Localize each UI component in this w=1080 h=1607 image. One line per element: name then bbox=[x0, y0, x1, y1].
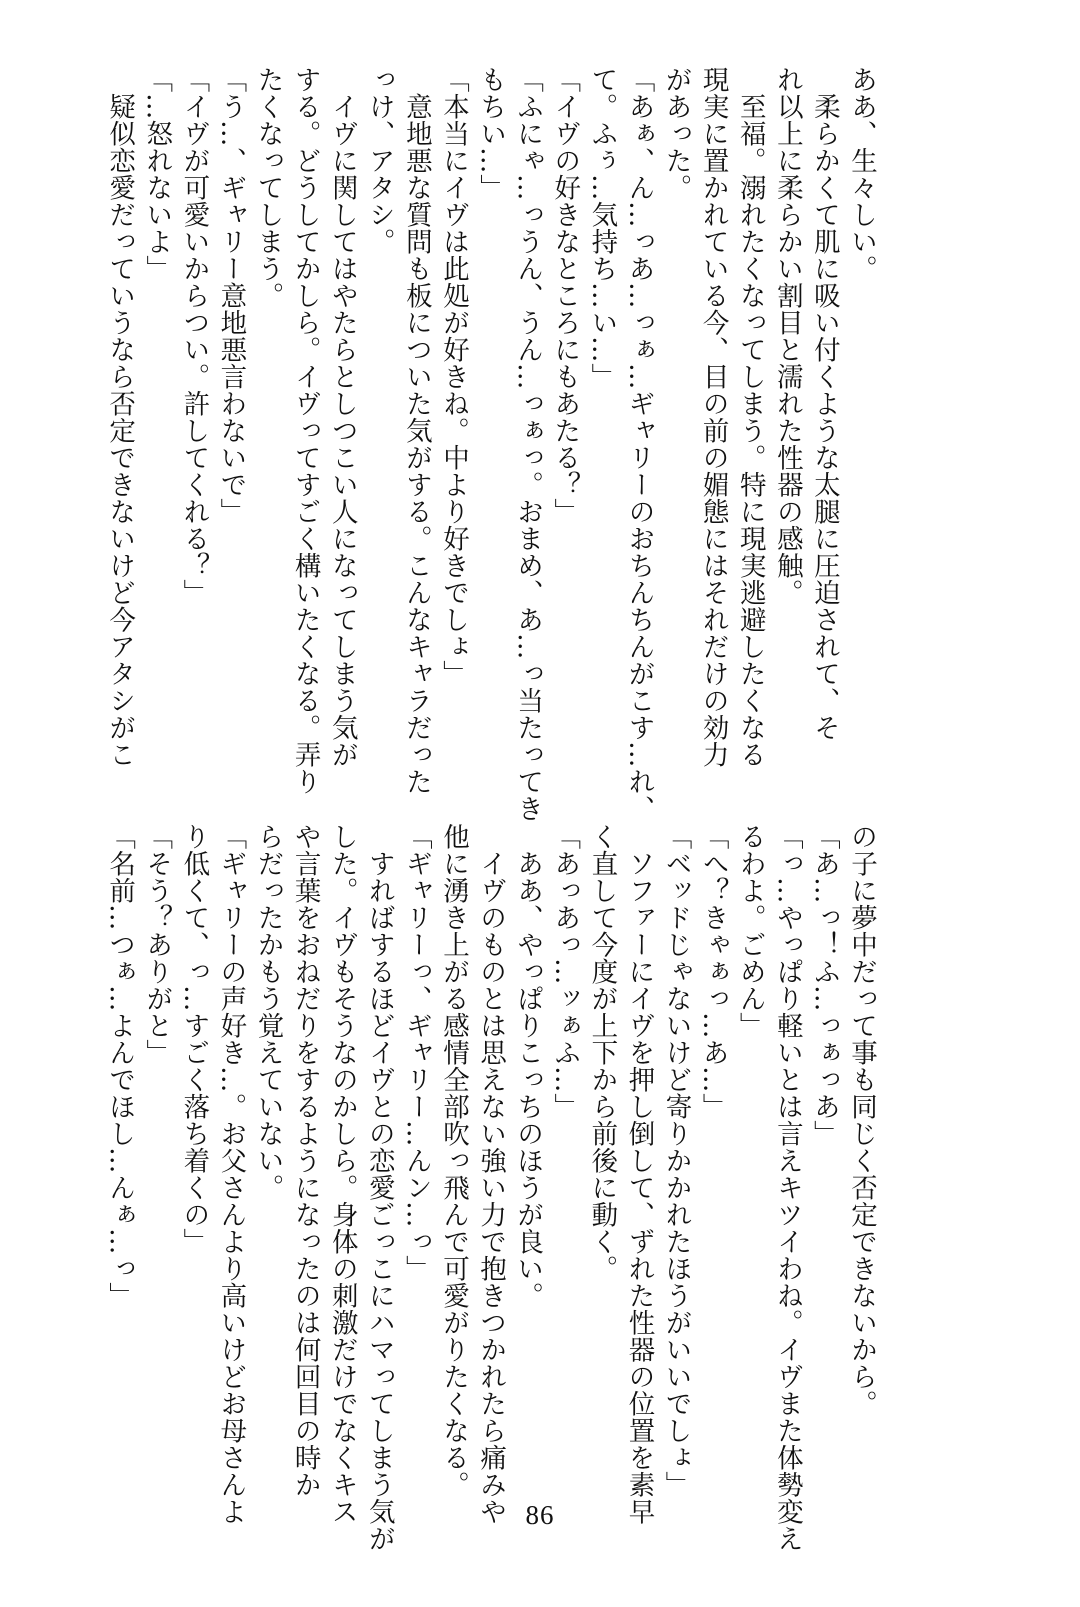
text-line: 「へ？きゃぁっ…あ…」 bbox=[697, 823, 729, 1120]
text-line: 「名前…つぁ…よんでほし…んぁ…っ」 bbox=[104, 823, 136, 1309]
text-line: 他に湧き上がる感情全部吹っ飛んで可愛がりたくなる。 bbox=[437, 823, 469, 1498]
text-line: 「本当にイヴは此処が好きね。中より好きでしょ」 bbox=[437, 66, 469, 687]
text-line: 「ベッドじゃないけど寄りかかれたほうがいいでしょ」 bbox=[660, 823, 692, 1498]
text-line: 「そう？ありがと」 bbox=[141, 823, 173, 1066]
text-line: ああ、やっぱりこっちのほうが良い。 bbox=[512, 823, 544, 1309]
text-line: 意地悪な質問も板についた気がする。こんなキャラだった bbox=[400, 66, 432, 795]
text-line: 「っ…やっぱり軽いとは言えキツイわね。イヴまた体勢変え bbox=[771, 823, 803, 1552]
text-line: イヴのものとは思えない強い力で抱きつかれたら痛みや bbox=[475, 823, 507, 1525]
text-line: て。ふぅ…気持ち…い…」 bbox=[586, 66, 618, 390]
lower-text-block bbox=[101, 823, 880, 1552]
text-line: 「ギャリーの声好き…。お父さんより高いけどお母さんよ bbox=[215, 823, 247, 1525]
text-line: 「イヴが可愛いからつい。許してくれる？」 bbox=[178, 66, 210, 606]
text-line: り低くて、っ…すごく落ち着くの」 bbox=[178, 823, 210, 1255]
text-line: 「う…、ギャリー意地悪言わないで」 bbox=[215, 66, 247, 525]
text-line: っけ、アタシ。 bbox=[363, 66, 395, 255]
text-line: 柔らかくて肌に吸い付くような太腿に圧迫されて、そ bbox=[808, 66, 840, 741]
text-line: ああ、生々しい。 bbox=[846, 66, 877, 282]
text-line: らだったかもう覚えていない。 bbox=[252, 823, 284, 1201]
page-number: 86 bbox=[525, 1500, 555, 1530]
text-line: の子に夢中だって事も同じく否定できないから。 bbox=[846, 823, 877, 1417]
text-line: 「あぁ、ん…っあ…っぁ…ギャリーのおちんちんがこす…れ、 bbox=[623, 66, 655, 822]
text-line: があった。 bbox=[660, 66, 692, 201]
text-line: たくなってしまう。 bbox=[252, 66, 284, 309]
text-line: イヴに関してはやたらとしつこい人になってしまう気が bbox=[326, 66, 358, 768]
text-line: 「…怒れないよ」 bbox=[141, 66, 173, 282]
text-line: く直して今度が上下から前後に動く。 bbox=[586, 823, 618, 1282]
text-line: ソファーにイヴを押し倒して、ずれた性器の位置を素早 bbox=[623, 823, 655, 1525]
text-line: 「あ…っ！ふ…っぁっあ」 bbox=[808, 823, 840, 1147]
text-line: もちい…」 bbox=[475, 66, 507, 201]
text-line: 現実に置かれている今、目の前の媚態にはそれだけの効力 bbox=[697, 66, 729, 768]
text-line: 「ギャリーっ、ギャリー…んン…っ」 bbox=[400, 823, 432, 1282]
text-line: 「イヴの好きなところにもあたる？」 bbox=[549, 66, 581, 525]
upper-text-block bbox=[101, 66, 880, 822]
text-line: るわよ。ごめん」 bbox=[734, 823, 766, 1039]
text-line: 至福。溺れたくなってしまう。特に現実逃避したくなる bbox=[734, 66, 766, 768]
text-line: する。どうしてかしら。イヴってすごく構いたくなる。弄り bbox=[289, 66, 321, 795]
text-line: 「あっあっ…ッぁふ…」 bbox=[549, 823, 581, 1120]
text-line: した。イヴもそうなのかしら。身体の刺激だけでなくキス bbox=[326, 823, 358, 1525]
text-line: や言葉をおねだりをするようになったのは何回目の時か bbox=[289, 823, 321, 1498]
text-line: 「ふにゃ…っうん、うん…っぁっ。おまめ、あ…っ当たってき bbox=[512, 66, 544, 822]
text-line: れ以上に柔らかい割目と濡れた性器の感触。 bbox=[771, 66, 803, 606]
text-line: すればするほどイヴとの恋愛ごっこにハマってしまう気が bbox=[363, 823, 395, 1552]
text-line: 疑似恋愛だっていうなら否定できないけど今アタシがこ bbox=[104, 66, 136, 768]
